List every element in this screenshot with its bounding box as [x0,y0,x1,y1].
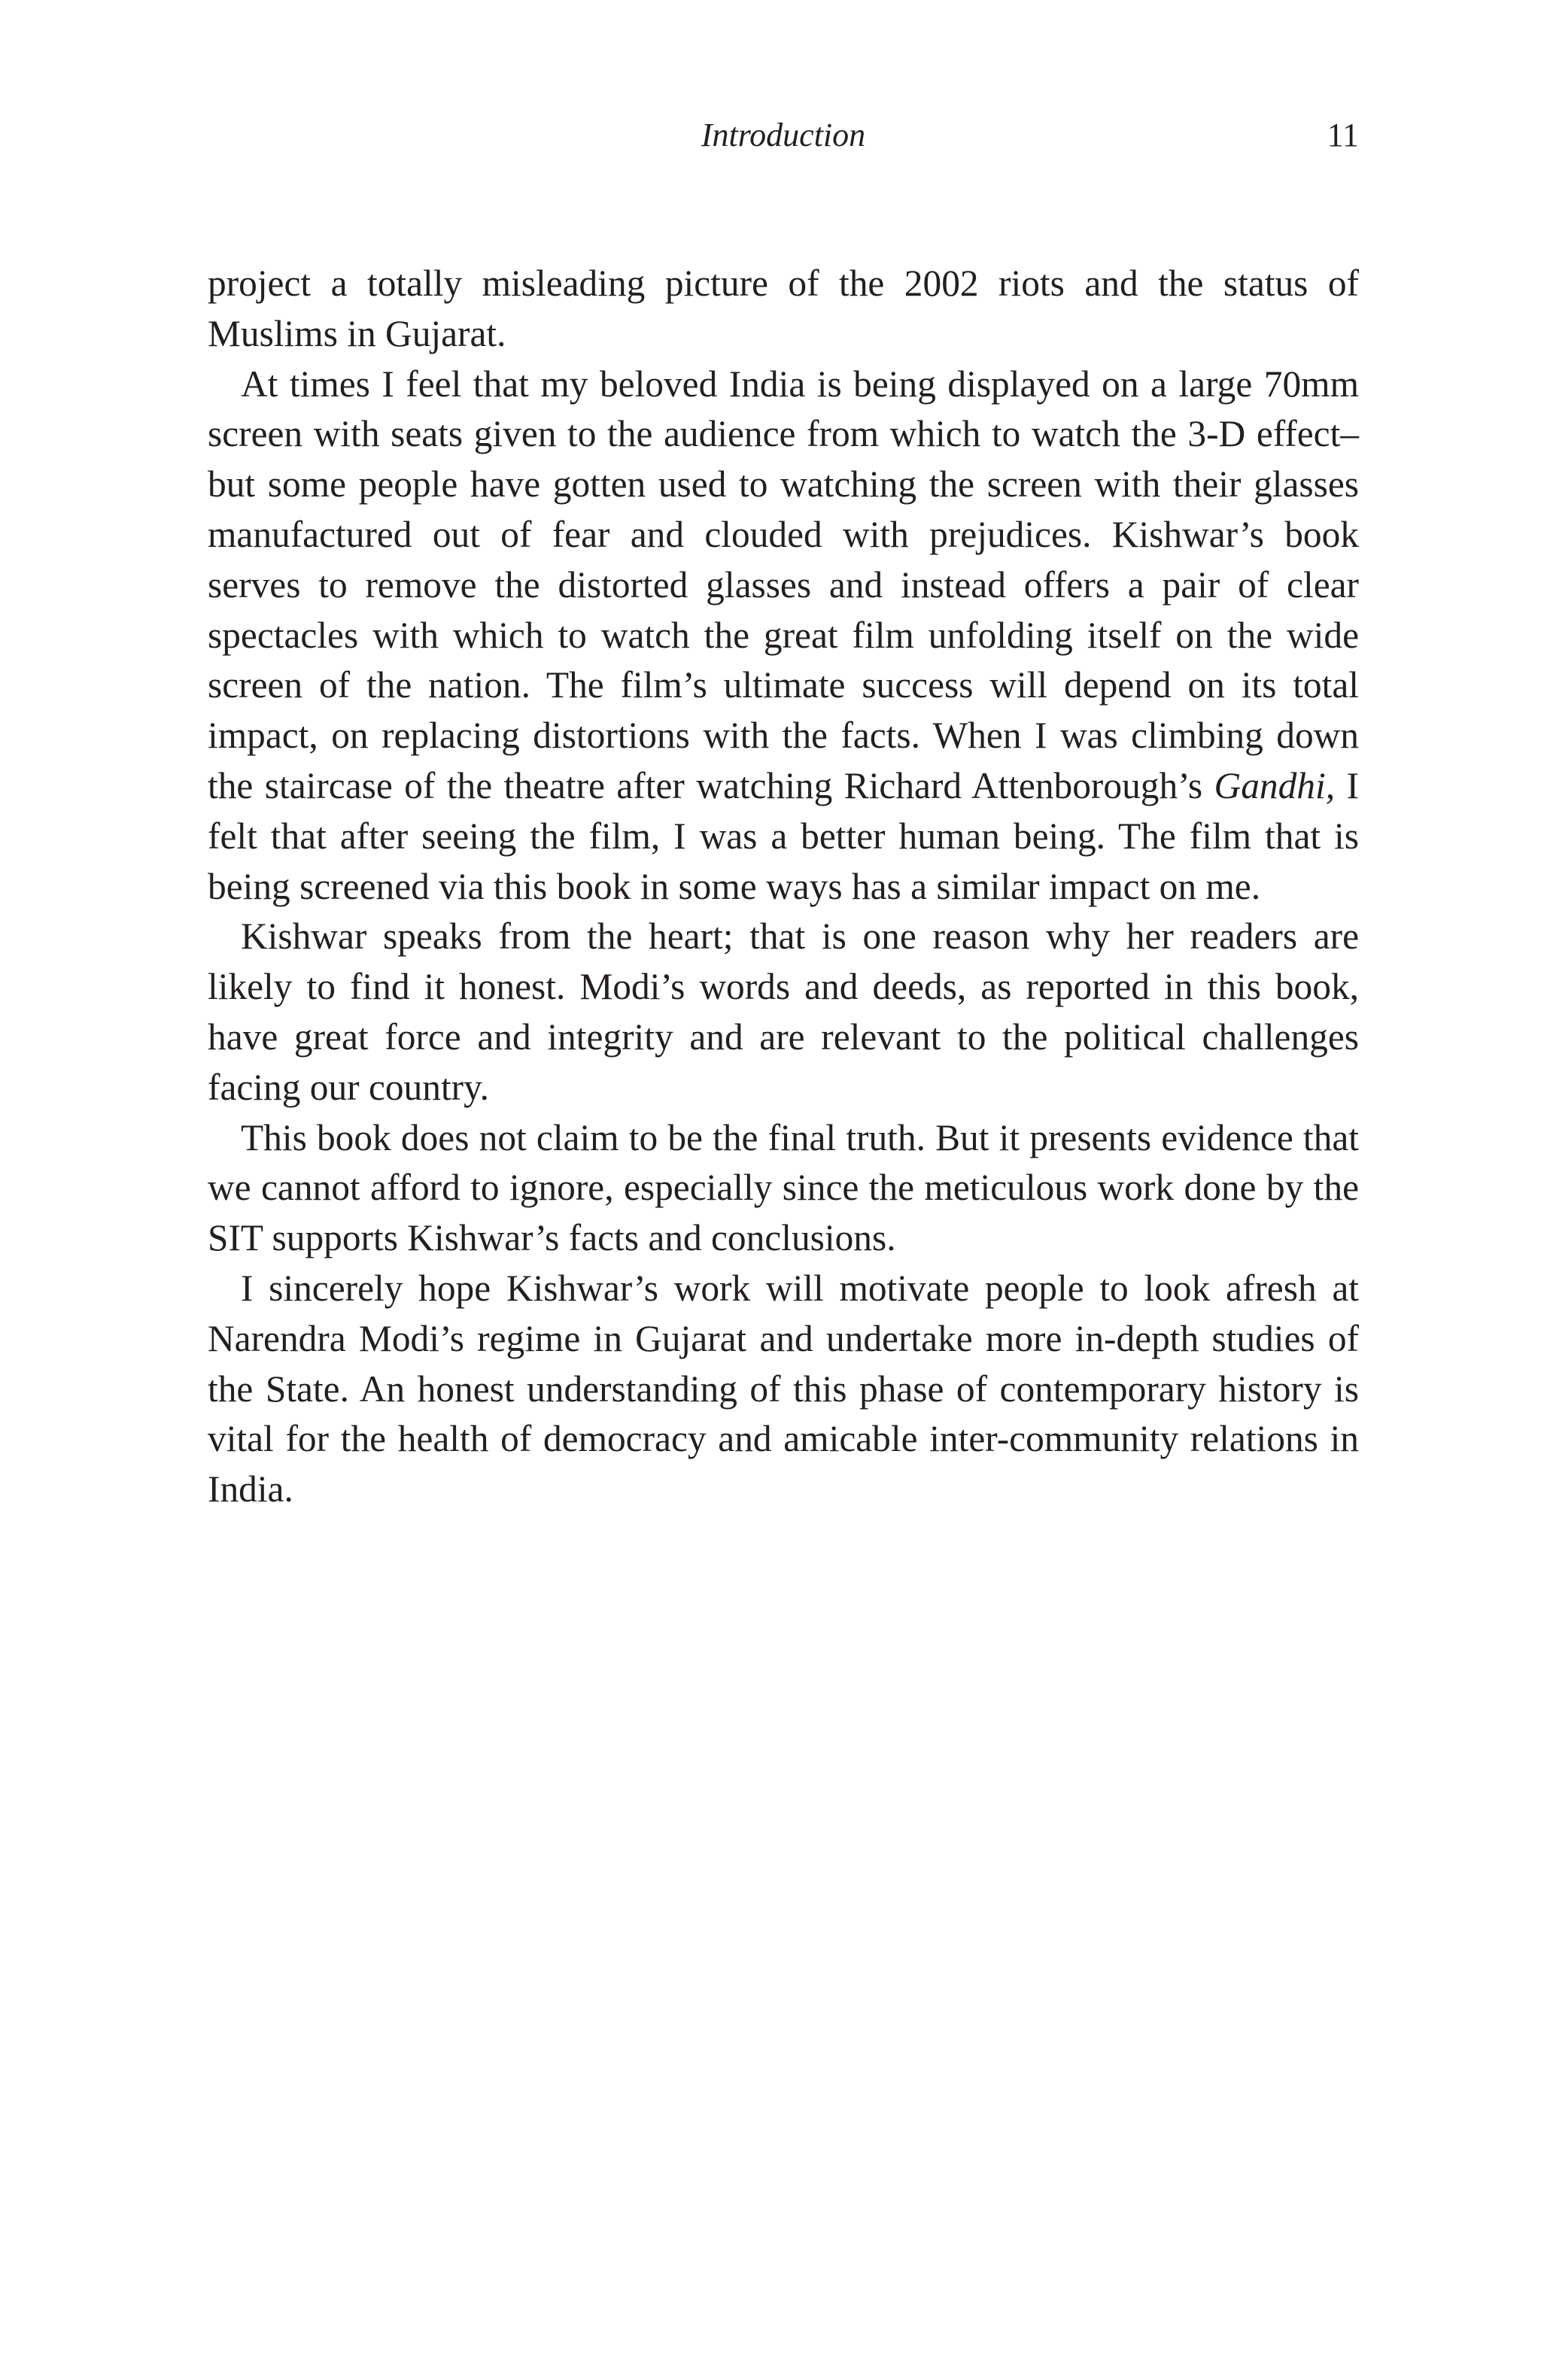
paragraph-honesty: Kishwar speaks from the heart; that is one reason why her readers are likely to find it honest. Modi’s words and deeds, as reported in this book, have great force and integrity and are relevant to the political challenges facing our country. [208,915,1359,1108]
paragraph-evidence: This book does not claim to be the final truth. But it presents evidence that we cannot afford to ignore, especially since the meticulous work done by the SIT supports Kishwar’s facts and conclusions. [208,1116,1359,1259]
paragraph-continued: project a totally misleading picture of the 2002 riots and the status of Muslims in Gujarat. [208,263,1359,354]
running-head [208,113,1359,158]
body-text [208,259,1359,1515]
running-title: Introduction [701,117,866,153]
paragraph-text-after-title: I felt that after seeing the film, I was a better human being. The film that is being screened via this book in some ways has a similar impact on me. [208,764,1359,907]
paragraph-closing: I sincerely hope Kishwar’s work will motivate people to look afresh at Narendra Modi’s regime in Gujarat and undertake more in-depth studies of the State. An honest understanding of this phase of contemporary history is vital for the health of democracy and amicable inter-community relations in India. [208,1267,1359,1510]
paragraph-film-metaphor [208,360,1359,912]
film-title: Gandhi, [1214,764,1336,806]
page-number: 11 [1327,117,1359,153]
paragraph-text-before-title: At times I feel that my beloved India is being displayed on a large 70mm screen with seats given to the audience from which to watch the 3-D effect–but some people have gotten used to watching the screen with their glasses manufactured out of fear and clouded with prejudices. Kishwar’s book serves to remove the distorted glasses and instead offers a pair of clear spectacles with which to watch the great film unfolding itself on the wide screen of the nation. The film’s ultimate success will depend on its total impact, on replacing distortions with the facts. When I was climbing down the staircase of the theatre after watching Richard Attenborough’s [208,363,1359,806]
